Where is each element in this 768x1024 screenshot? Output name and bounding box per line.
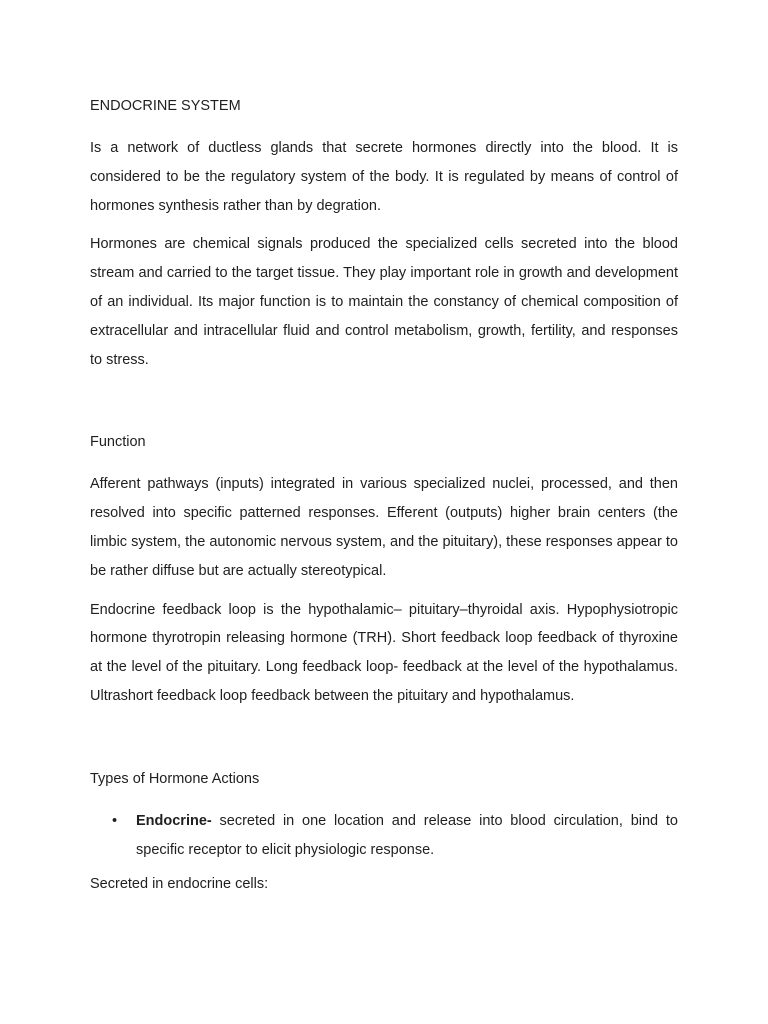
list-item-term: Endocrine- [136,812,212,829]
intro-paragraph-2: Hormones are chemical signals produced the specialized cells secreted into the blood stream and carried to the target tissue. They play important role in growth and development of an individual. Its major function is to maintain the constancy of chemical composition of extracellular and intracellular fluid and control metabolism, growth, fertility, and responses to stress. [90,236,678,368]
document-page [90,96,678,894]
document-title: ENDOCRINE SYSTEM [90,98,241,114]
function-paragraph-2: Endocrine feedback loop is the hypothalamic– pituitary–thyroidal axis. Hypophysiotropic hormone thyrotropin releasing hormone (TRH). Short feedback loop feedback of thyroxine at the level of the pituitary. Long feedback loop- feedback at the level of the hypothalamus. Ultrashort feedback loop feedback between the pituitary and hypothalamus. [90,601,678,704]
secreted-heading: Secreted in endocrine cells: [90,876,269,893]
function-paragraph-1: Afferent pathways (inputs) integrated in various specialized nuclei, processed, and then resolved into specific patterned responses. Efferent (outputs) higher brain centers (the limbic system, the autonomic nervous system, and the pituitary), these responses appear to be rather diffuse but are actually stereotypical. [90,476,678,579]
hormone-action-list [90,807,678,865]
types-heading: Types of Hormone Actions [90,770,260,787]
list-item-description: secreted in one location and release into blood circulation, bind to specific receptor to elicit physiologic response. [136,812,678,858]
section-spacer [90,384,678,432]
section-spacer [90,721,678,769]
intro-paragraph-1: Is a network of ductless glands that secrete hormones directly into the blood. It is considered to be the regulatory system of the body. It is regulated by means of control of hormones synthesis rather than by degration. [90,140,678,214]
function-heading: Function [90,434,146,451]
bullet-icon: • [112,812,118,829]
list-item [90,807,678,865]
